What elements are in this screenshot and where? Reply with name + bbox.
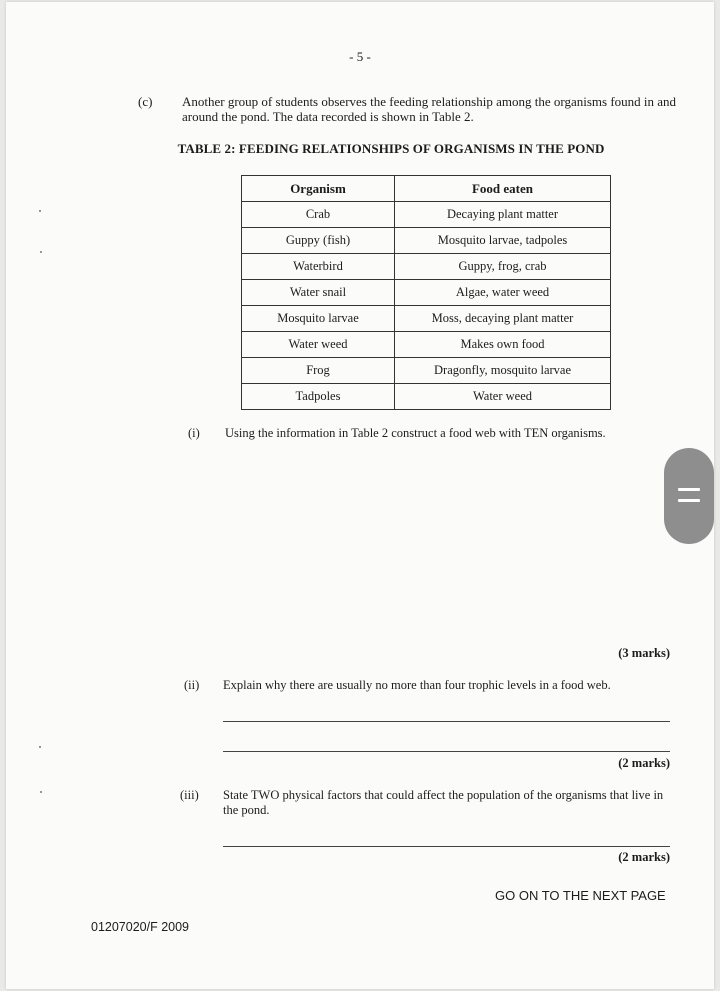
table-row [242, 332, 611, 358]
question-i-number: (i) [188, 426, 200, 440]
food-cell: Moss, decaying plant matter [395, 306, 611, 332]
organism-cell: Waterbird [242, 254, 395, 280]
page-number: - 5 - [349, 49, 371, 64]
food-cell: Guppy, frog, crab [395, 254, 611, 280]
exam-page [6, 2, 714, 989]
paper-code: 01207020/F 2009 [91, 920, 190, 934]
question-i-marks: (3 marks) [618, 646, 670, 660]
organism-cell: Water weed [242, 332, 395, 358]
organism-cell: Water snail [242, 280, 395, 306]
table-row [242, 358, 611, 384]
answer-line[interactable] [223, 846, 670, 847]
scan-speck [40, 251, 42, 253]
food-cell: Makes own food [395, 332, 611, 358]
organism-cell: Tadpoles [242, 384, 395, 410]
table-row [242, 384, 611, 410]
food-cell: Decaying plant matter [395, 202, 611, 228]
grip-line-icon [678, 499, 700, 502]
organism-cell: Frog [242, 358, 395, 384]
question-ii-number: (ii) [184, 678, 200, 692]
answer-line[interactable] [223, 751, 670, 752]
grip-line-icon [678, 488, 700, 491]
next-page-note: GO ON TO THE NEXT PAGE [495, 888, 666, 903]
food-cell: Water weed [395, 384, 611, 410]
question-iii-marks: (2 marks) [618, 850, 670, 864]
header-organism: Organism [242, 176, 395, 202]
table-row [242, 254, 611, 280]
scan-speck [40, 791, 42, 793]
part-label: (c) [138, 94, 153, 109]
question-ii-marks: (2 marks) [618, 756, 670, 770]
food-cell: Dragonfly, mosquito larvae [395, 358, 611, 384]
question-iii-number: (iii) [180, 788, 199, 802]
scan-speck [39, 746, 41, 748]
table-row [242, 202, 611, 228]
question-i-text: Using the information in Table 2 construct a food web with TEN organisms. [225, 426, 606, 440]
header-food-eaten: Food eaten [395, 176, 611, 202]
table-title: TABLE 2: FEEDING RELATIONSHIPS OF ORGANISMS IN THE POND [177, 141, 605, 156]
organism-cell: Guppy (fish) [242, 228, 395, 254]
answer-line[interactable] [223, 721, 670, 722]
question-iii-text: State TWO physical factors that could affect the population of the organisms that live in the pond. [223, 788, 664, 817]
feeding-table [241, 175, 611, 410]
question-ii-text: Explain why there are usually no more than four trophic levels in a food web. [223, 678, 611, 692]
part-intro: Another group of students observes the feeding relationship among the organisms found in and around the pond. The data recorded is shown in Table 2. [182, 94, 677, 124]
scroll-handle[interactable] [664, 448, 714, 544]
table-row [242, 228, 611, 254]
organism-cell: Mosquito larvae [242, 306, 395, 332]
food-cell: Algae, water weed [395, 280, 611, 306]
scan-speck [39, 210, 41, 212]
table-row [242, 306, 611, 332]
table-row [242, 280, 611, 306]
organism-cell: Crab [242, 202, 395, 228]
food-cell: Mosquito larvae, tadpoles [395, 228, 611, 254]
table-header-row [242, 176, 611, 202]
